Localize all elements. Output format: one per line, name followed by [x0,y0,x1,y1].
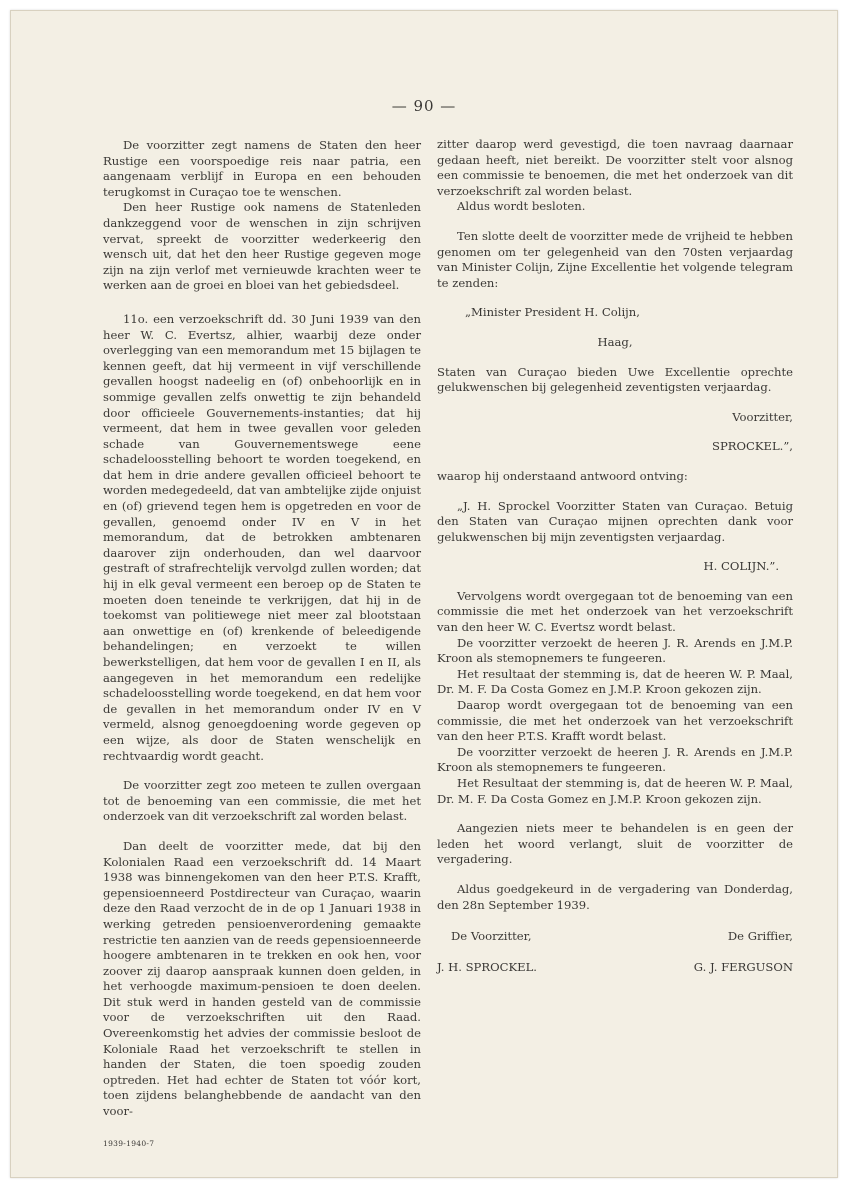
reply-intro: waarop hij onderstaand antwoord ontving: [437,468,688,483]
telegram-signature-name: SPROCKEL.”, [712,439,793,454]
paragraph: Daarop wordt overgegaan tot de benoeming van een commissie, die met het onderzoek van het verzoekschrift van den heer P.T.S. Krafft wordt belast. [437,698,793,744]
telegram-address: „Minister President H. Colijn, [465,305,640,320]
paragraph: Ten slotte deelt de voorzitter mede de vrijheid te hebben genomen om ter gelegenheid van den 70sten verjaardag van Minister Colijn, Zijne Excellentie het volgende telegram te zenden: [437,228,793,290]
chairman-title: De Voorzitter, [451,929,532,944]
clerk-name: G. J. FERGUSON [693,959,793,974]
telegram-signature-title: Voorzitter, [732,409,793,424]
paragraph: De voorzitter verzoekt de heeren J. R. Arends en J.M.P. Kroon als stemopnemers te fungeeren. [437,635,793,666]
paragraph: Den heer Rustige ook namens de Statenleden dankzeggend voor de wenschen in zijn schrijven vervat, spreekt de voorzitter wederkeerig den wensch uit, dat het den heer Rustige gegeven moge zijn na zijn verlof met vernieuwde krachten weer te werken aan de groei en bloei van het gebiedsdeel. [103,200,421,293]
paragraph-petition-evertsz: 11o. een verzoekschrift dd. 30 Juni 1939 van den heer W. C. Evertsz, alhier, waarbij deze onder overlegging van een memorandum met 15 bijlagen te kennen geeft, dat hij vermeent in vijf verschillende gevallen hoogst nadeelig en (of) onbehoorlijk en in sommige gevallen zelfs onwettig te zijn behandeld door officieele Gouvernements-instanties; dat hij vermeent, dat hem in twee gevallen voor geleden schade van Gouvernementswege eene schadeloosstelling behoort te worden toegekend, en dat hem in drie andere gevallen officieel behoort te worden medegedeeld, dat van ambtelijke zijde onjuist en (of) grievend tegen hem is opgetreden en voor de gevallen, genoemd onder IV en V in het memorandum, dat de betrokken ambtenaren daarover zijn onderhouden, dan wel daarvoor gestraft of strafrechtelijk vervolgd zullen worden; dat hij in elk geval vermeent een beroep op de Staten te moeten doen teneinde te verkrijgen, dat hij in de toekomst van politiewege niet meer zal blootstaan aan onwettige en (of) krenkende of beleedigende behandelingen; en verzoekt te willen bewerkstelligen, dat hem voor de gevallen I en II, als aangegeven in het memorandum een redelijke schadeloosstelling worde toegekend, en dat hem voor de gevallen in het memorandum onder IV en V vermeld, alsnog genoegdoening worde gegeven op een wijze, als door de Staten wenschelijk en rechtvaardig wordt geacht. [103,311,421,763]
page-number: — 90 — [391,97,457,115]
document-page [10,10,838,1178]
signature-names [437,960,793,976]
telegram-city: Haag, [597,334,633,349]
paragraph: De voorzitter verzoekt de heeren J. R. Arends en J.M.P. Kroon als stemopnemers te fungeeren. [437,744,793,775]
footer-code: 1939-1940-7 [103,1139,155,1148]
reply-signature: H. COLIJN.”. [703,559,779,574]
paragraph: De voorzitter zegt zoo meteen te zullen overgaan tot de benoeming van een commissie, die met het onderzoek van dit verzoekschrift zal worden belast. [103,778,421,824]
paragraph: Het resultaat der stemming is, dat de heeren W. P. Maal, Dr. M. F. Da Costa Gomez en J.M.P. Kroon gekozen zijn. [437,666,793,697]
paragraph: Aangezien niets meer te behandelen is en geen der leden het woord verlangt, sluit de voorzitter de vergadering. [437,821,793,867]
paragraph: Aldus wordt besloten. [457,199,586,214]
paragraph: De voorzitter zegt namens de Staten den heer Rustige een voorspoedige reis naar patria, een aangenaam verblijf in Europa en een behouden terugkomst in Curaçao toe te wenschen. [103,138,421,199]
chairman-name: J. H. SPROCKEL. [437,959,537,974]
telegram-body: Staten van Curaçao bieden Uwe Excellentie oprechte gelukwenschen bij gelegenheid zeventigsten verjaardag. [437,364,793,395]
right-column [437,137,793,975]
clerk-title: De Griffier, [727,929,793,944]
paragraph: Aldus goedgekeurd in de vergadering van Donderdag, den 28n September 1939. [437,881,793,912]
paragraph: Het Resultaat der stemming is, dat de heeren W. P. Maal, Dr. M. F. Da Costa Gomez en J.M.P. Kroon gekozen zijn. [437,776,793,806]
reply-body: „J. H. Sprockel Voorzitter Staten van Curaçao. Betuig den Staten van Curaçao mijnen oprechten dank voor gelukwenschen bij mijn zeventigsten verjaardag. [437,498,793,544]
paragraph: Vervolgens wordt overgegaan tot de benoeming van een commissie die met het onderzoek van het verzoekschrift van den heer W. C. Evertsz wordt belast. [437,588,793,635]
signature-titles [437,929,793,945]
paragraph-petition-krafft: Dan deelt de voorzitter mede, dat bij den Kolonialen Raad een verzoekschrift dd. 14 Maart 1938 was binnengekomen van den heer P.T.S. Krafft, gepensioenneerd Postdirecteur van Curaçao, waarin deze den Raad verzocht de in de op 1 Januari 1938 in werking getreden pensioenverordening gemaakte restrictie ten aanzien van de reeds gepensioenneerde hoogere ambtenaren in te trekken en ook hen, voor zoover zij daarop aanspraak kunnen doen gelden, in het verhoogde maximum-pensioen te doen deelen. Dit stuk werd in handen gesteld van de commissie voor de verzoekschriften uit den Raad. Overeenkomstig het advies der commissie besloot de Koloniale Raad het verzoekschrift te stellen in handen der Staten, die toen spoedig zouden optreden. Het had echter de Staten tot vóór kort, toen zijdens belanghebbende de aandacht van den voor- [103,838,421,1119]
left-column [103,138,421,1120]
paragraph: zitter daarop werd gevestigd, die toen navraag daarnaar gedaan heeft, niet bereikt. De voorzitter stelt voor alsnog een commissie te benoemen, die met het onderzoek van dit verzoekschrift zal worden belast. [437,137,793,198]
